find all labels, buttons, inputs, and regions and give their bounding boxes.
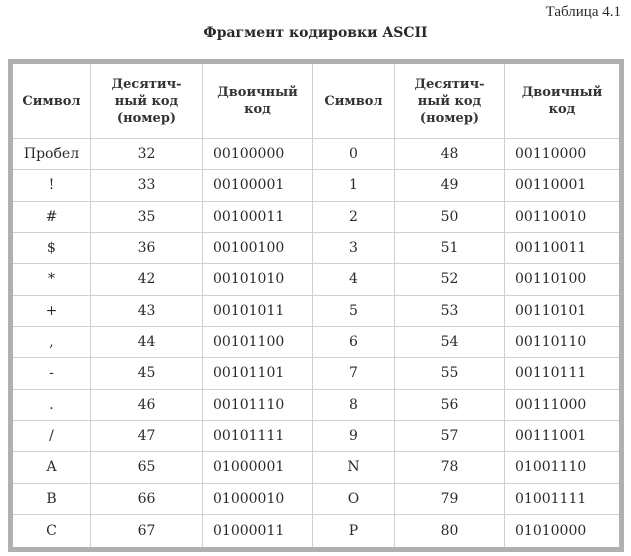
binary-cell: 00110001 xyxy=(505,170,622,201)
column-header: Символ xyxy=(11,62,91,139)
symbol-cell: # xyxy=(11,201,91,232)
symbol-cell: + xyxy=(11,295,91,326)
binary-cell: 00110110 xyxy=(505,326,622,357)
decimal-cell: 44 xyxy=(91,326,203,357)
decimal-cell: 51 xyxy=(395,232,505,263)
binary-cell: 01000010 xyxy=(203,483,313,514)
column-header: Десятич- ный код (номер) xyxy=(91,62,203,139)
table-row xyxy=(11,295,622,326)
binary-cell: 00100100 xyxy=(203,232,313,263)
symbol-cell: Пробел xyxy=(11,139,91,170)
symbol-cell: ! xyxy=(11,170,91,201)
decimal-cell: 80 xyxy=(395,514,505,549)
binary-cell: 01000001 xyxy=(203,452,313,483)
binary-cell: 00101010 xyxy=(203,264,313,295)
binary-cell: 00110111 xyxy=(505,358,622,389)
table-row xyxy=(11,264,622,295)
binary-cell: 00110010 xyxy=(505,201,622,232)
symbol-cell: 0 xyxy=(313,139,395,170)
binary-cell: 00100011 xyxy=(203,201,313,232)
symbol-cell: , xyxy=(11,326,91,357)
decimal-cell: 48 xyxy=(395,139,505,170)
binary-cell: 00101011 xyxy=(203,295,313,326)
binary-cell: 00111000 xyxy=(505,389,622,420)
decimal-cell: 52 xyxy=(395,264,505,295)
symbol-cell: 5 xyxy=(313,295,395,326)
table-row xyxy=(11,139,622,170)
decimal-cell: 55 xyxy=(395,358,505,389)
column-header: Символ xyxy=(313,62,395,139)
symbol-cell: O xyxy=(313,483,395,514)
table-row xyxy=(11,452,622,483)
table-title: Фрагмент кодировки ASCII xyxy=(203,25,428,41)
table-row xyxy=(11,389,622,420)
binary-cell: 00101100 xyxy=(203,326,313,357)
symbol-cell: 1 xyxy=(313,170,395,201)
decimal-cell: 66 xyxy=(91,483,203,514)
symbol-cell: P xyxy=(313,514,395,549)
table-row xyxy=(11,358,622,389)
binary-cell: 00101110 xyxy=(203,389,313,420)
symbol-cell: B xyxy=(11,483,91,514)
column-header: Двоичный код xyxy=(203,62,313,139)
binary-cell: 00111001 xyxy=(505,420,622,451)
column-header: Двоичный код xyxy=(505,62,622,139)
binary-cell: 00101111 xyxy=(203,420,313,451)
binary-cell: 01001111 xyxy=(505,483,622,514)
decimal-cell: 79 xyxy=(395,483,505,514)
binary-cell: 01010000 xyxy=(505,514,622,549)
decimal-cell: 65 xyxy=(91,452,203,483)
decimal-cell: 67 xyxy=(91,514,203,549)
decimal-cell: 45 xyxy=(91,358,203,389)
binary-cell: 00100000 xyxy=(203,139,313,170)
table-row xyxy=(11,170,622,201)
ascii-table xyxy=(8,59,624,552)
decimal-cell: 36 xyxy=(91,232,203,263)
symbol-cell: A xyxy=(11,452,91,483)
decimal-cell: 56 xyxy=(395,389,505,420)
symbol-cell: 4 xyxy=(313,264,395,295)
symbol-cell: 6 xyxy=(313,326,395,357)
table-number: Таблица 4.1 xyxy=(545,4,621,20)
symbol-cell: - xyxy=(11,358,91,389)
table-row xyxy=(11,420,622,451)
decimal-cell: 46 xyxy=(91,389,203,420)
symbol-cell: 8 xyxy=(313,389,395,420)
binary-cell: 00110101 xyxy=(505,295,622,326)
table-row xyxy=(11,514,622,549)
binary-cell: 01001110 xyxy=(505,452,622,483)
symbol-cell: 9 xyxy=(313,420,395,451)
decimal-cell: 49 xyxy=(395,170,505,201)
column-header: Десятич- ный код (номер) xyxy=(395,62,505,139)
table-row xyxy=(11,232,622,263)
decimal-cell: 47 xyxy=(91,420,203,451)
decimal-cell: 78 xyxy=(395,452,505,483)
binary-cell: 00110000 xyxy=(505,139,622,170)
symbol-cell: N xyxy=(313,452,395,483)
table-row xyxy=(11,483,622,514)
table-row xyxy=(11,201,622,232)
decimal-cell: 54 xyxy=(395,326,505,357)
decimal-cell: 42 xyxy=(91,264,203,295)
decimal-cell: 50 xyxy=(395,201,505,232)
symbol-cell: / xyxy=(11,420,91,451)
binary-cell: 00100001 xyxy=(203,170,313,201)
binary-cell: 01000011 xyxy=(203,514,313,549)
decimal-cell: 57 xyxy=(395,420,505,451)
symbol-cell: 2 xyxy=(313,201,395,232)
table-row xyxy=(11,326,622,357)
decimal-cell: 53 xyxy=(395,295,505,326)
symbol-cell: . xyxy=(11,389,91,420)
binary-cell: 00110100 xyxy=(505,264,622,295)
decimal-cell: 43 xyxy=(91,295,203,326)
decimal-cell: 35 xyxy=(91,201,203,232)
binary-cell: 00110011 xyxy=(505,232,622,263)
symbol-cell: $ xyxy=(11,232,91,263)
symbol-cell: 3 xyxy=(313,232,395,263)
symbol-cell: C xyxy=(11,514,91,549)
symbol-cell: 7 xyxy=(313,358,395,389)
symbol-cell: * xyxy=(11,264,91,295)
decimal-cell: 33 xyxy=(91,170,203,201)
decimal-cell: 32 xyxy=(91,139,203,170)
header-row xyxy=(11,62,622,139)
binary-cell: 00101101 xyxy=(203,358,313,389)
